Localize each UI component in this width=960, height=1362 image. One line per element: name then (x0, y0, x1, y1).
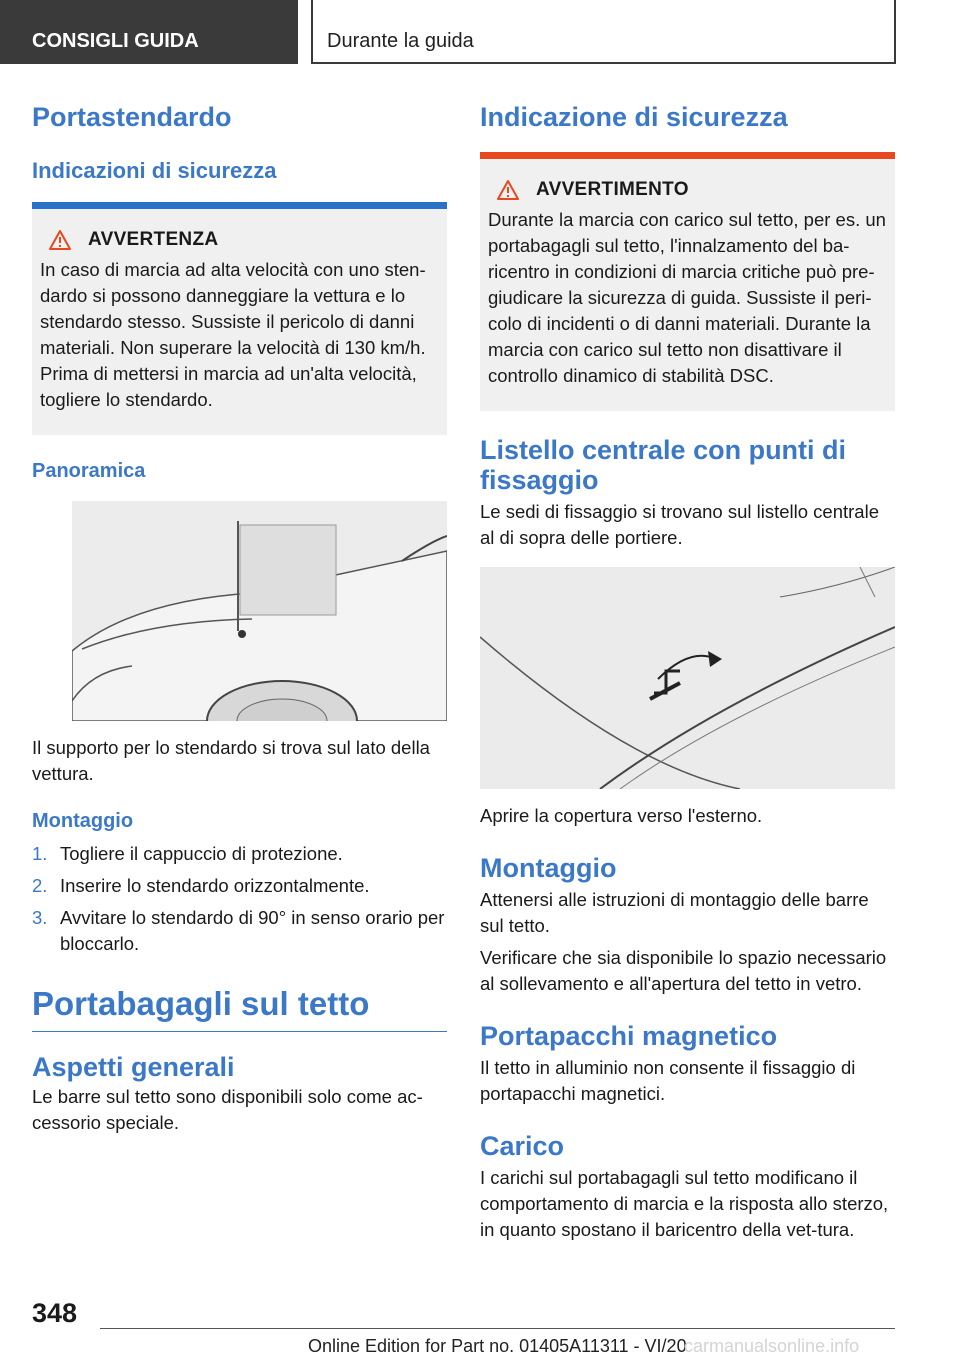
roof-strip-illustration (480, 567, 895, 789)
section-title-portastendardo: Portastendardo (32, 102, 232, 132)
page-number: 348 (32, 1298, 78, 1328)
warning-label: AVVERTENZA (88, 229, 219, 250)
general-text: Le barre sul tetto sono disponibili solo come ac-cessorio speciale. (32, 1086, 423, 1133)
flag-holder-figure (72, 501, 447, 721)
mounting-step: 2. Inserire lo stendardo orizzontalmente. (32, 875, 370, 896)
roof-strip-caption: Aprire la copertura verso l'esterno. (480, 805, 763, 826)
general-heading: Aspetti generali (32, 1052, 235, 1082)
safety-heading: Indicazioni di sicurezza (32, 158, 277, 183)
header-chapter-label: Durante la guida (327, 30, 474, 52)
car-flag-illustration (72, 501, 447, 721)
mounting-heading-left: Montaggio (32, 810, 134, 832)
mounting-steps (32, 841, 447, 957)
mounting-step: 1. Togliere il cappuccio di protezione. (32, 843, 343, 864)
warning-title (40, 229, 439, 251)
warning-text: Durante la marcia con carico sul tetto, per es. un portabagagli sul tetto, l'innalzamento del ba-ricentro in condizioni di marcia critiche può pre-giudicare la sicurezza di guida. Sussiste il peri-colo di incidenti o di danni materiali. Durante la marcia con carico sul tetto non disattivare il controllo dinamico di stabilità DSC. (488, 209, 886, 386)
warning-triangle-icon (496, 179, 520, 201)
warning-triangle-icon (48, 229, 72, 251)
mounting-step: 3. Avvitare lo stendardo di 90° in senso orario per bloccarlo. (32, 907, 445, 954)
strip-text: Le sedi di fissaggio si trovano sul listello centrale al di sopra delle portiere. (480, 501, 879, 548)
warning-label: AVVERTIMENTO (536, 179, 689, 200)
roof-rack-title: Portabagagli sul tetto (32, 985, 447, 1032)
warning-text: In caso di marcia ad alta velocità con uno sten-dardo si possono danneggiare la vettura e lo stendardo stesso. Sussiste il pericolo di danni materiali. Non superare la velocità di 130 km/h. Prima di mettersi in marcia ad un'alta velocità, togliere lo stendardo. (40, 259, 426, 410)
warning-box-roof (480, 152, 895, 411)
load-text: I carichi sul portabagagli sul tetto modificano il comportamento di marcia e la risposta allo sterzo, in quanto spostano il baricentro della vet-tura. (480, 1167, 889, 1240)
overview-heading: Panoramica (32, 460, 146, 482)
warning-title (488, 179, 887, 201)
header-section-tab (0, 0, 298, 64)
strip-heading: Listello centrale con punti di fissaggio (480, 435, 847, 495)
safety-title-right: Indicazione di sicurezza (480, 102, 788, 132)
roof-strip-figure (480, 567, 895, 789)
watermark: carmanualsonline.info (684, 1336, 860, 1356)
right-column (480, 100, 895, 1243)
header-section-label: CONSIGLI GUIDA (32, 30, 199, 52)
footer-divider (100, 1328, 895, 1329)
mounting-text-1: Attenersi alle istruzioni di montaggio delle barre sul tetto. (480, 889, 869, 936)
mounting-text-2: Verificare che sia disponibile lo spazio necessario al sollevamento e all'apertura del tetto in vetro. (480, 947, 887, 994)
load-heading: Carico (480, 1131, 565, 1161)
warning-box-flag (32, 202, 447, 435)
magnetic-text: Il tetto in alluminio non consente il fissaggio di portapacchi magnetici. (480, 1057, 856, 1104)
footer-edition: Online Edition for Part no. 01405A11311 - VI/20 (308, 1336, 687, 1356)
magnetic-heading: Portapacchi magnetico (480, 1021, 778, 1051)
header-chapter-tab (311, 0, 896, 64)
overview-caption: Il supporto per lo stendardo si trova sul lato della vettura. (32, 737, 430, 784)
mounting-heading-right: Montaggio (480, 853, 617, 883)
left-column (32, 100, 447, 1136)
